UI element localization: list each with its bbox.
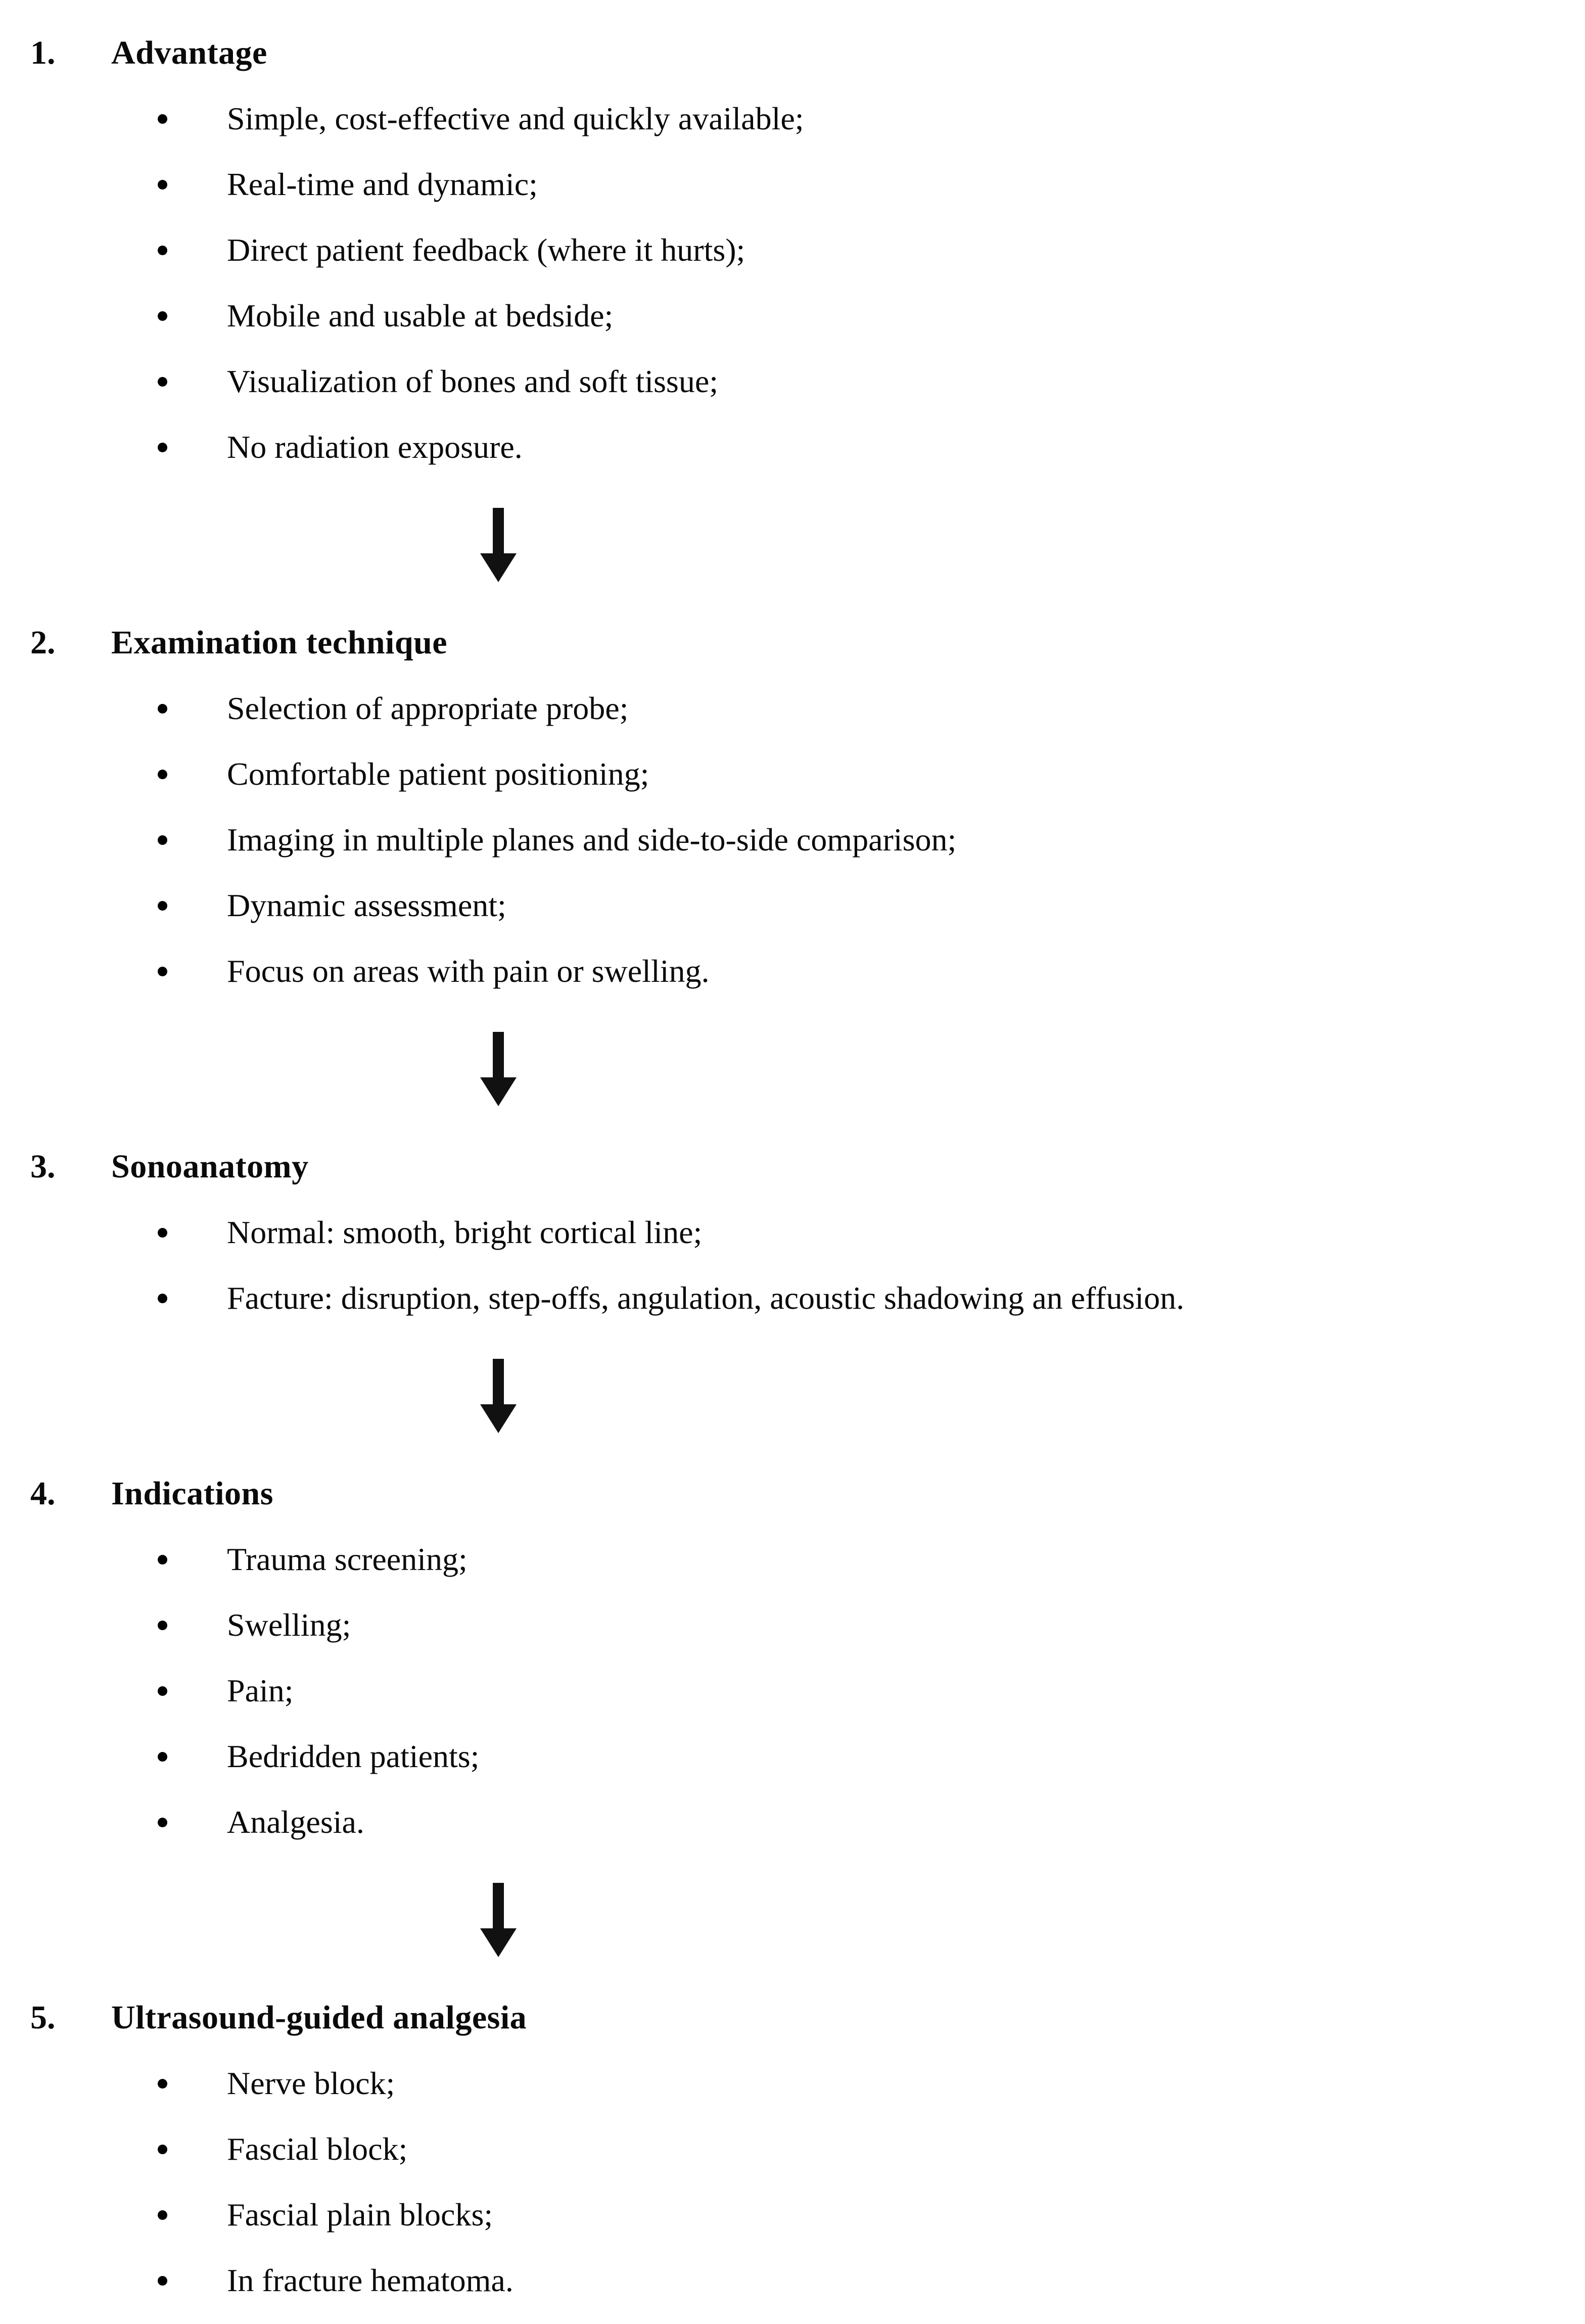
bullet-text: Pain; (227, 1673, 294, 1709)
bullet-item (30, 2248, 1565, 2313)
down-arrow-icon (479, 1883, 1565, 1957)
bullet-item (30, 283, 1565, 349)
bullet-item (30, 741, 1565, 807)
section-sonoanatomy (30, 1134, 1565, 1331)
bullet-text: Selection of appropriate probe; (227, 690, 629, 726)
bullet-dot-icon (158, 704, 167, 714)
section-number: 4. (30, 1475, 56, 1512)
section-number: 5. (30, 1999, 56, 2036)
bullet-dot-icon (158, 443, 167, 452)
bullet-list (30, 1200, 1565, 1331)
bullet-text: Facture: disruption, step-offs, angulation, acoustic shadowing an effusion. (227, 1280, 1185, 1316)
bullet-item (30, 1200, 1565, 1265)
bullet-text: Fascial plain blocks; (227, 2197, 493, 2233)
section-title: Examination technique (111, 624, 448, 661)
bullet-dot-icon (158, 770, 167, 779)
bullet-text: Simple, cost-effective and quickly available; (227, 101, 804, 136)
bullet-dot-icon (158, 180, 167, 189)
section-title: Sonoanatomy (111, 1148, 309, 1185)
section-header (30, 20, 1565, 86)
bullet-text: Trauma screening; (227, 1541, 468, 1577)
bullet-text: In fracture hematoma. (227, 2262, 514, 2298)
bullet-item (30, 152, 1565, 217)
bullet-dot-icon (158, 2145, 167, 2154)
section-header (30, 1985, 1565, 2051)
section-number: 2. (30, 624, 56, 661)
bullet-dot-icon (158, 377, 167, 387)
bullet-text: Direct patient feedback (where it hurts); (227, 232, 745, 268)
down-arrow-icon (479, 1032, 1565, 1106)
bullet-text: Nerve block; (227, 2065, 395, 2101)
bullet-dot-icon (158, 2079, 167, 2089)
bullet-item (30, 2182, 1565, 2248)
bullet-item (30, 2116, 1565, 2182)
bullet-item (30, 1789, 1565, 1855)
bullet-item (30, 1724, 1565, 1789)
bullet-text: Mobile and usable at bedside; (227, 298, 614, 334)
section-indications (30, 1461, 1565, 1855)
bullet-item (30, 938, 1565, 1004)
bullet-text: No radiation exposure. (227, 429, 523, 465)
bullet-dot-icon (158, 1686, 167, 1696)
bullet-item (30, 349, 1565, 414)
section-header (30, 1461, 1565, 1527)
section-number: 3. (30, 1148, 56, 1185)
bullet-item (30, 676, 1565, 741)
bullet-item (30, 1592, 1565, 1658)
bullet-text: Normal: smooth, bright cortical line; (227, 1214, 703, 1250)
down-arrow-icon (479, 1359, 1565, 1433)
bullet-item (30, 807, 1565, 873)
bullet-item (30, 1265, 1565, 1331)
bullet-item (30, 86, 1565, 152)
bullet-dot-icon (158, 246, 167, 255)
bullet-item (30, 414, 1565, 480)
section-number: 1. (30, 34, 56, 71)
bullet-list (30, 676, 1565, 1004)
bullet-list (30, 1527, 1565, 1855)
bullet-item (30, 1658, 1565, 1724)
bullet-text: Dynamic assessment; (227, 887, 506, 923)
bullet-dot-icon (158, 1752, 167, 1762)
bullet-dot-icon (158, 1621, 167, 1630)
section-ultrasound-guided-analgesia (30, 1985, 1565, 2313)
bullet-text: Analgesia. (227, 1804, 364, 1840)
bullet-list (30, 86, 1565, 480)
bullet-dot-icon (158, 2276, 167, 2286)
bullet-dot-icon (158, 2210, 167, 2220)
bullet-text: Bedridden patients; (227, 1738, 480, 1774)
bullet-item (30, 873, 1565, 938)
bullet-text: Focus on areas with pain or swelling. (227, 953, 710, 989)
bullet-dot-icon (158, 1555, 167, 1564)
bullet-item (30, 217, 1565, 283)
section-title: Indications (111, 1475, 273, 1512)
section-header (30, 610, 1565, 676)
bullet-item (30, 1527, 1565, 1592)
bullet-text: Fascial block; (227, 2131, 408, 2167)
bullet-item (30, 2051, 1565, 2116)
bullet-dot-icon (158, 901, 167, 911)
section-title: Advantage (111, 34, 267, 71)
bullet-text: Real-time and dynamic; (227, 166, 538, 202)
bullet-text: Swelling; (227, 1607, 351, 1643)
section-examination-technique (30, 610, 1565, 1004)
bullet-text: Comfortable patient positioning; (227, 756, 649, 792)
section-advantage (30, 20, 1565, 480)
bullet-list (30, 2051, 1565, 2313)
bullet-dot-icon (158, 967, 167, 976)
bullet-text: Imaging in multiple planes and side-to-side comparison; (227, 822, 957, 858)
bullet-dot-icon (158, 311, 167, 321)
bullet-dot-icon (158, 835, 167, 845)
bullet-dot-icon (158, 114, 167, 124)
bullet-text: Visualization of bones and soft tissue; (227, 363, 718, 399)
down-arrow-icon (479, 508, 1565, 582)
bullet-dot-icon (158, 1818, 167, 1827)
section-title: Ultrasound-guided analgesia (111, 1999, 527, 2036)
bullet-dot-icon (158, 1228, 167, 1238)
section-header (30, 1134, 1565, 1200)
bullet-dot-icon (158, 1294, 167, 1303)
